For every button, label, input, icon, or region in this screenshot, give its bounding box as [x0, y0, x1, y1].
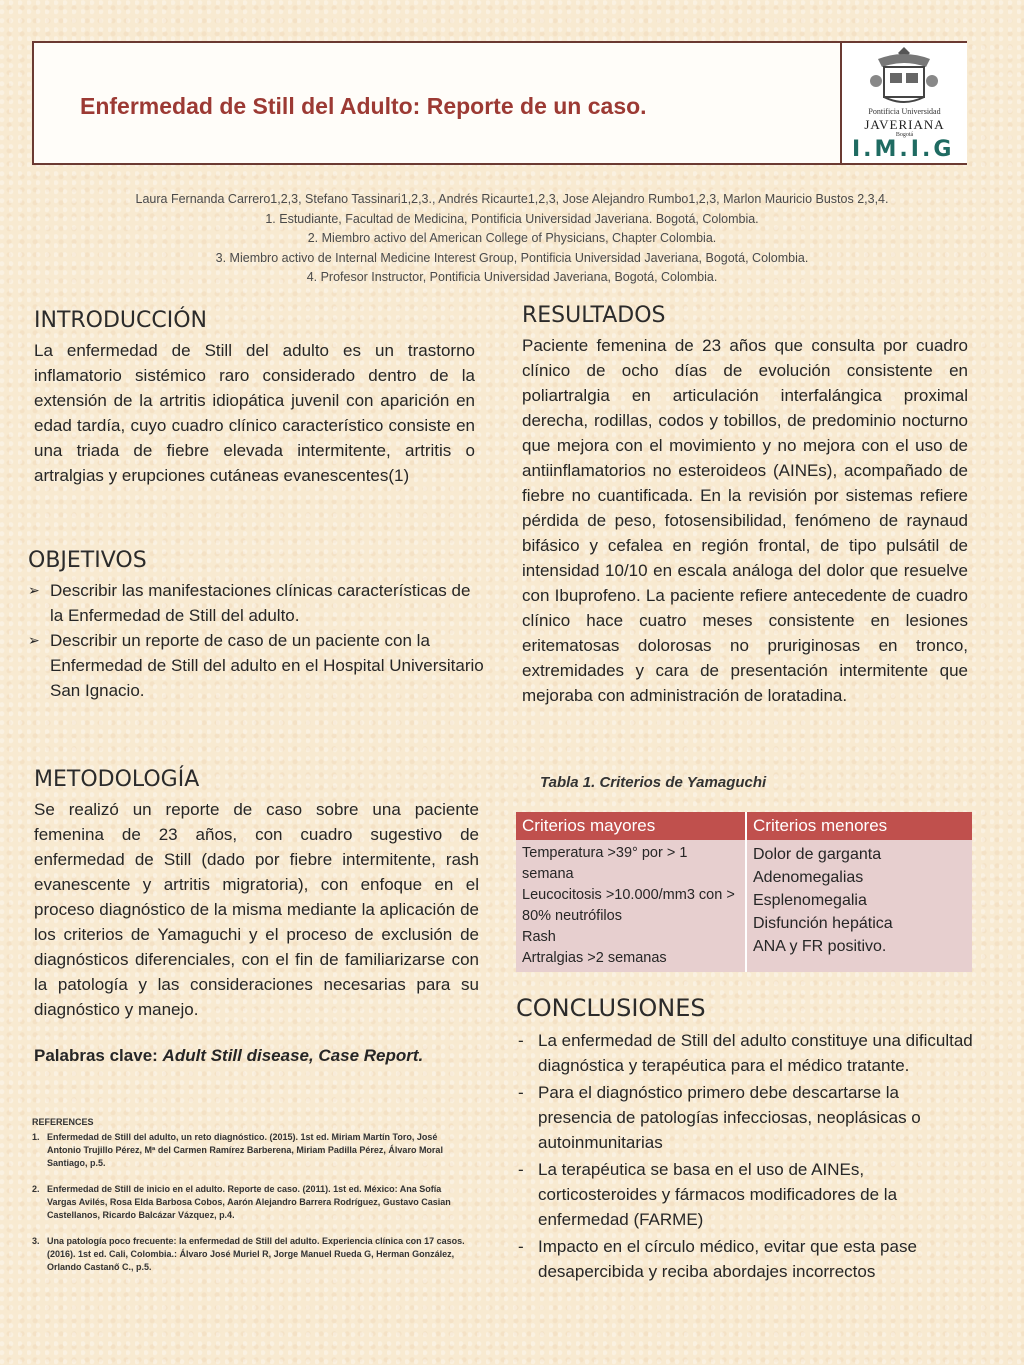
table-header-minor: Criterios menores	[746, 812, 972, 840]
poster-title: Enfermedad de Still del Adulto: Reporte de un caso.	[80, 93, 647, 119]
criteria-table	[516, 812, 972, 972]
reference-item: 1. Enfermedad de Still del adulto, un reto diagnóstico. (2015). 1st ed. Miriam Martín Toro, José Antonio Trujillo Pérez, Mª del Carmen Ramírez Barberena, Miriam Padilla Pérez, Álvaro Moral Santiago, p.5.	[32, 1132, 443, 1168]
list-item: - Impacto en el círculo médico, evitar que esta pase desapercibida y reciba abordajes incorrectos	[518, 1237, 917, 1281]
logo-group: I.M.I.G	[852, 137, 955, 162]
affiliation: 1. Estudiante, Facultad de Medicina, Pontificia Universidad Javeriana. Bogotá, Colombia.	[265, 211, 759, 226]
introduccion-text: La enfermedad de Still del adulto es un trastorno inflamatorio sistémico raro considerado dentro de la extensión de la artritis idiopática juvenil con aparición en edad tardía, cuyo cuadro clínico característico consiste en una triada de fiebre elevada intermitente, artritis o artralgias y erupciones cutáneas evanescentes(1)	[34, 341, 475, 485]
author-names: Laura Fernanda Carrero1,2,3, Stefano Tassinari1,2,3., Andrés Ricaurte1,2,3, Jose Alejandro Rumbo1,2,3, Marlon Mauricio Bustos 2,3,4.	[135, 192, 889, 206]
resultados-text: Paciente femenina de 23 años que consulta por cuadro clínico de ocho días de evolución consistente en poliartralgia en articulación interfalángica proximal derecha, rodillas, codos y tobillos, de predominio nocturno que mejora con el movimiento y no mejora con el uso de antiinflamatorios no esteroideos (AINEs), acompañado de fiebre no cuantificada. En la revisión por sistemas refiere pérdida de peso, fotosensibilidad, fenómeno de raynaud bifásico y cefalea en región frontal, de tipo pulsátil de intensidad 10/10 en escala análoga del dolor que resuelve con Ibuprofeno. La paciente refiere antecedente de cuadro clínico hace cuatro meses consistente en lesiones eritematosas dolorosas no pruriginosas en tronco, extremidades y cara de presentación intermitente que mejoraba con administración de loratadina.	[522, 336, 968, 705]
list-item: ➢ Describir un reporte de caso de un paciente con la Enfermedad de Still del adulto en el Hospital Universitario San Ignacio.	[28, 628, 488, 703]
objetivos-list	[28, 578, 488, 703]
keywords-label: Palabras clave:	[34, 1046, 158, 1065]
arrow-bullet-icon: ➢	[28, 632, 40, 648]
keywords-value: Adult Still disease, Case Report.	[162, 1046, 424, 1065]
references-heading: REFERENCES	[32, 1117, 94, 1127]
list-item: - La terapéutica se basa en el uso de AINEs, corticosteroides y fármacos modificadores de la enfermedad (FARME)	[518, 1160, 898, 1229]
resultados-heading: RESULTADOS	[522, 303, 666, 328]
major-criteria-cell: Temperatura >39° por > 1 semana Leucocitosis >10.000/mm3 con > 80% neutrófilos Rash Artralgias >2 semanas	[516, 840, 746, 972]
table-header-major: Criterios mayores	[516, 812, 746, 840]
affiliation: 4. Profesor Instructor, Pontificia Universidad Javeriana, Bogotá, Colombia.	[306, 270, 718, 284]
logo-university-small: Pontificia Universidad	[868, 107, 941, 116]
list-item: - La enfermedad de Still del adulto constituye una dificultad diagnóstica y terapéutica para el médico tratante.	[518, 1031, 973, 1075]
university-logo	[840, 43, 967, 163]
reference-item: 3. Una patología poco frecuente: la enfermedad de Still del adulto. Experiencia clínica con 17 casos. (2016). 1st ed. Cali, Colombia.: Álvaro José Muriel R, Jorge Manuel Rueda G, Herman González, Orlando Castanő C., p.5.	[32, 1236, 465, 1272]
affiliation: 2. Miembro activo del American College of Physicians, Chapter Colombia.	[307, 231, 717, 245]
introduccion-heading: INTRODUCCIÓN	[34, 308, 208, 333]
metodologia-text: Se realizó un reporte de caso sobre una paciente femenina de 23 años, con cuadro sugestivo de enfermedad de Still (dado por fiebre intermitente, rash evanescente y artritis migratoria), con enfoque en el proceso diagnóstico de la misma mediante la aplicación de los criterios de Yamaguchi y el proceso de exclusión de diagnósticos diferenciales, con el fin de familiarizarse con la patología y las consideraciones necesarias para su diagnóstico y manejo.	[34, 800, 479, 1019]
minor-criteria-cell: Dolor de garganta Adenomegalias Esplenomegalia Disfunción hepática ANA y FR positivo.	[746, 840, 972, 972]
reference-item: 2. Enfermedad de Still de inicio en el adulto. Reporte de caso. (2011). 1st ed. México: Ana Sofía Vargas Avilés, Rosa Elda Barbosa Cobos, Aarón Alejandro Barrera Rodríguez, Gustavo Casian Castellanos, Ricardo Balcázar Vázquez, p.4.	[32, 1184, 451, 1220]
logo-city: Bogotá	[895, 132, 914, 138]
conclusiones-list	[516, 1028, 976, 1286]
objetivos-heading: OBJETIVOS	[28, 548, 147, 573]
list-item: ➢ Describir las manifestaciones clínicas características de la Enfermedad de Still del adulto.	[28, 578, 488, 628]
logo-university-name: JAVERIANA	[864, 117, 945, 132]
metodologia-heading: METODOLOGÍA	[34, 767, 200, 792]
list-item: - Para el diagnóstico primero debe descartarse la presencia de patologías infecciosas, neoplásicas o autoinmunitarias	[518, 1083, 921, 1152]
crest-icon	[864, 45, 944, 107]
affiliation: 3. Miembro activo de Internal Medicine Interest Group, Pontificia Universidad Javeriana, Bogotá, Colombia.	[215, 250, 809, 265]
conclusiones-heading: CONCLUSIONES	[516, 994, 706, 1022]
keywords	[34, 1046, 423, 1066]
arrow-bullet-icon: ➢	[28, 582, 40, 598]
authors-block	[40, 190, 984, 288]
references	[32, 1116, 472, 1287]
table-caption: Tabla 1. Criterios de Yamaguchi	[540, 774, 767, 791]
